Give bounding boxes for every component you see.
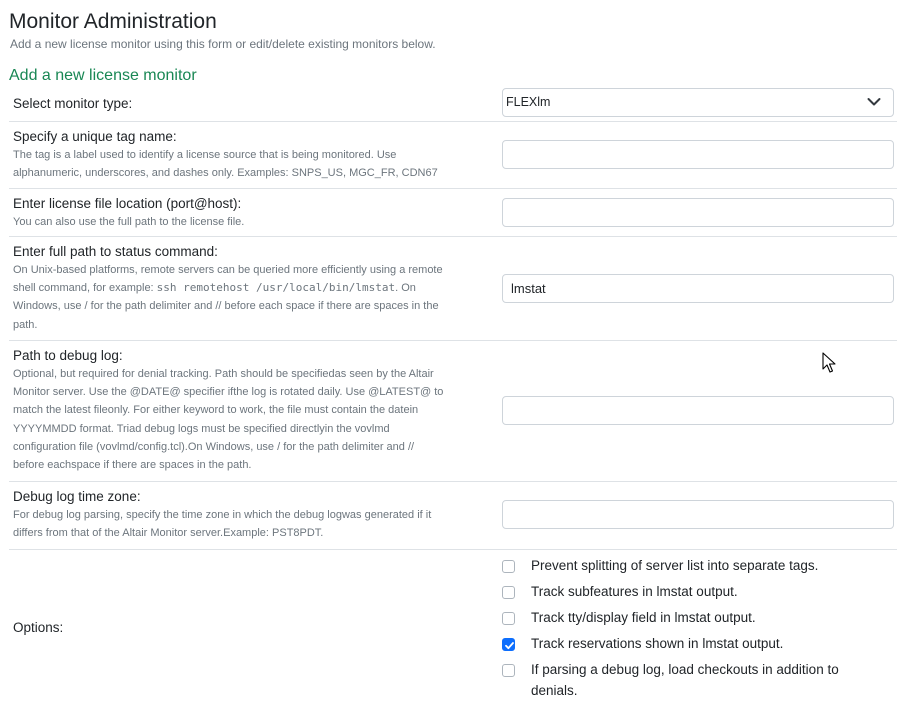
time-zone-row [9, 482, 897, 550]
section-title: Add a new license monitor [9, 67, 197, 84]
license-file-row [9, 189, 897, 237]
monitor-type-value: FLEXlm [506, 95, 551, 109]
monitor-type-label: Select monitor type: [13, 96, 133, 111]
checkbox[interactable] [502, 664, 515, 677]
license-file-help: You can also use the full path to the license file. [13, 216, 245, 228]
checkmark-icon [504, 640, 515, 651]
tag-name-label: Specify a unique tag name: [13, 129, 177, 144]
debug-log-help: Optional, but required for denial tracking. Path should be specifiedas seen by the Altair Monitor server. Use the @DATE@ specifier ifthe log is rotated daily. Use @LATEST@ to match the latest fileonly. For either keyword to work, the file must contain the datein YYYYMMDD format. Triad debug logs must be specified directlyin the vovlmd configuration file (vovlmd/config.tcl).On Windows, use / for the path delimiter and // before eachspace if there are spaces in the path. [13, 368, 444, 472]
option-load-checkouts[interactable]: If parsing a debug log, load checkouts in addition to denials. [502, 662, 897, 701]
debug-log-label: Path to debug log: [13, 348, 123, 363]
debug-log-input[interactable] [502, 396, 894, 425]
mouse-pointer-icon [822, 352, 836, 374]
page-subtitle: Add a new license monitor using this form or edit/delete existing monitors below. [10, 37, 436, 51]
debug-log-row [9, 341, 897, 482]
license-file-label: Enter license file location (port@host): [13, 196, 242, 211]
status-command-input[interactable] [502, 274, 894, 303]
option-prevent-splitting[interactable]: Prevent splitting of server list into separate tags. [502, 558, 897, 576]
status-command-help: On Unix-based platforms, remote servers can be queried more efficiently using a remote shell command, for example: ssh remotehost /usr/local/bin/lmstat. On Windows, use / for the path delimiter and // before each space if there are spaces in the path. [13, 264, 443, 331]
chevron-down-icon [867, 97, 881, 107]
license-file-input[interactable] [502, 198, 894, 227]
time-zone-label: Debug log time zone: [13, 489, 141, 504]
tag-name-row [9, 122, 897, 189]
checkbox-checked[interactable] [502, 638, 515, 651]
tag-name-input[interactable] [502, 140, 894, 169]
monitor-type-select[interactable] [502, 88, 894, 117]
tag-name-help: The tag is a label used to identify a license source that is being monitored. Use alphanumeric, underscores, and dashes only. Examples: SNPS_US, MGC_FR, CDN67 [13, 149, 438, 180]
time-zone-help: For debug log parsing, specify the time zone in which the debug logwas generated if it differs from that of the Altair Monitor server.Example: PST8PDT. [13, 509, 432, 540]
monitor-type-row [9, 88, 897, 122]
example-command: ssh remotehost /usr/local/bin/lmstat [156, 281, 396, 295]
option-track-reservations[interactable]: Track reservations shown in lmstat output. [502, 636, 897, 654]
status-command-row [9, 237, 897, 341]
time-zone-input[interactable] [502, 500, 894, 529]
option-track-subfeatures[interactable]: Track subfeatures in lmstat output. [502, 584, 897, 602]
page-title: Monitor Administration [9, 10, 217, 33]
status-command-label: Enter full path to status command: [13, 244, 218, 259]
options-label: Options: [13, 620, 64, 635]
checkbox[interactable] [502, 586, 515, 599]
checkbox[interactable] [502, 612, 515, 625]
option-track-tty[interactable]: Track tty/display field in lmstat output. [502, 610, 897, 628]
checkbox[interactable] [502, 560, 515, 573]
